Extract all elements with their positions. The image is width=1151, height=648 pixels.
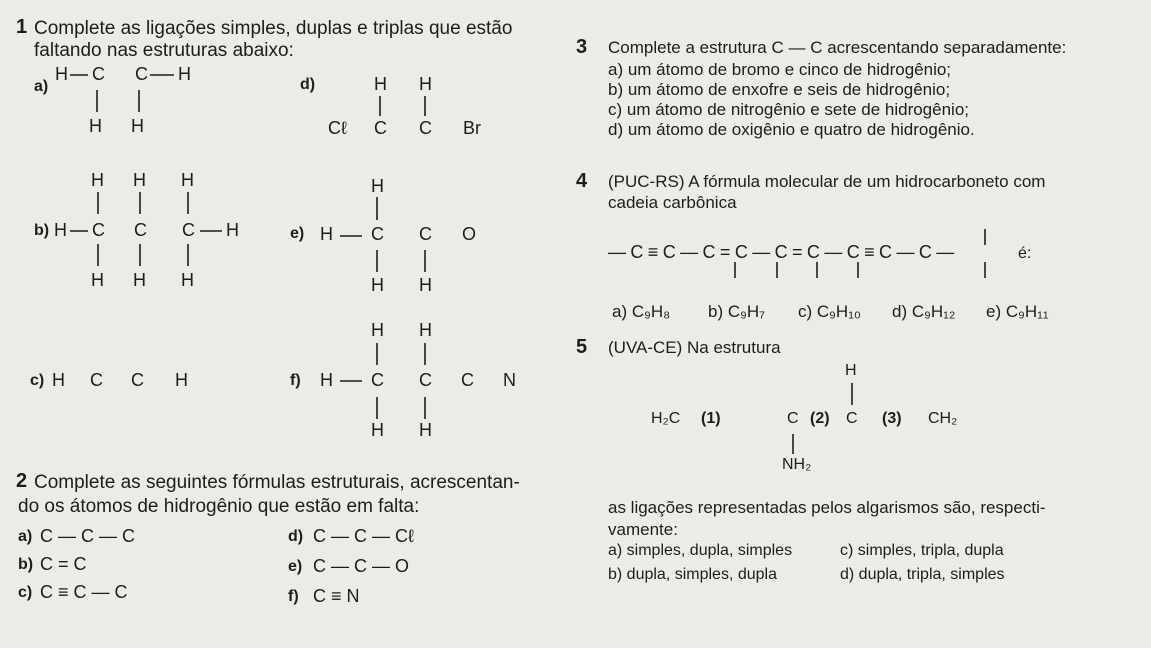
- q5-intro: (UVA-CE) Na estrutura: [608, 338, 781, 357]
- q2-number: 2: [16, 470, 28, 492]
- q4-opt-e-formula: C₉H₁₁: [1005, 302, 1049, 321]
- q1a-atom-c2: C: [135, 64, 148, 84]
- q1f-atom-c1: C: [371, 370, 384, 390]
- q4-opt-c: [798, 302, 861, 322]
- q1f-atom-h-left: H: [320, 370, 333, 390]
- q1f-label: f): [290, 372, 301, 389]
- q1-line2: faltando nas estruturas abaixo:: [34, 40, 294, 61]
- q1f-atom-h-bot1: H: [371, 420, 384, 440]
- q2a-label: a): [18, 528, 33, 545]
- q1b-atom-c3: C: [182, 220, 195, 240]
- q2b-formula: C = C: [40, 554, 87, 574]
- q1a-atom-h3: H: [89, 116, 102, 136]
- q4-opt-c-label: c): [798, 302, 813, 321]
- q5-opt-b: b) dupla, simples, dupla: [608, 566, 777, 583]
- q5-bond-2: (2): [810, 410, 830, 427]
- q1b-atom-h-top1: H: [91, 170, 104, 190]
- q5-opt-a: a) simples, dupla, simples: [608, 542, 793, 559]
- q1f-atom-c2: C: [419, 370, 432, 390]
- q5-opt-c: c) simples, tripla, dupla: [840, 542, 1004, 559]
- q1d-atom-cl: Cℓ: [328, 118, 347, 138]
- q2f-formula: C ≡ N: [313, 586, 360, 606]
- q1e-atom-h-top: H: [371, 176, 384, 196]
- q5-question-line2: vamente:: [608, 520, 678, 539]
- q5-h2c: H₂C: [651, 410, 681, 427]
- q1b-atom-h-bot2: H: [133, 270, 146, 290]
- q5-number: 5: [576, 336, 588, 358]
- q2d-formula: C — C — Cℓ: [313, 526, 414, 546]
- q1a-label: a): [34, 78, 49, 95]
- q4-chain: — C ≡ C — C = C — C = C — C ≡ C — C —: [608, 242, 954, 262]
- q4-opt-a-label: a): [612, 302, 628, 321]
- q1f-atom-h-bot2: H: [419, 420, 432, 440]
- q5-atom-h: H: [845, 362, 857, 379]
- q1d-atom-br: Br: [463, 118, 481, 138]
- q2d-label: d): [288, 528, 304, 545]
- q1d-label: d): [300, 76, 316, 93]
- q2-line2: do os átomos de hidrogênio que estão em falta:: [18, 496, 420, 517]
- q3-item-a: a) um átomo de bromo e cinco de hidrogênio;: [608, 60, 952, 79]
- q1a-atom-h1: H: [55, 64, 68, 84]
- q5-atom-c1: C: [787, 410, 799, 427]
- q1b-atom-h-bot1: H: [91, 270, 104, 290]
- q1a-atom-h2: H: [178, 64, 191, 84]
- q1c-atom-c2: C: [131, 370, 144, 390]
- q4-line2: cadeia carbônica: [608, 193, 737, 212]
- q4-opt-a-formula: C₉H₈: [631, 302, 671, 321]
- q4-opt-e-label: e): [986, 302, 1002, 321]
- q5-ch2: CH₂: [928, 410, 958, 427]
- q1c-atom-c1: C: [90, 370, 103, 390]
- q5-bond-3: (3): [882, 410, 902, 427]
- q4-opt-b: [708, 302, 765, 322]
- q5-bond-1: (1): [701, 410, 721, 427]
- q2a-formula: C — C — C: [40, 526, 136, 546]
- q4-opt-d: [892, 302, 956, 322]
- q4-opt-e: [986, 302, 1049, 322]
- q4-opt-a: [612, 302, 670, 322]
- q1c-label: c): [30, 372, 45, 389]
- q1b-atom-c1: C: [92, 220, 105, 240]
- q1e-atom-c2: C: [419, 224, 432, 244]
- q4-number: 4: [576, 170, 588, 192]
- q1c-atom-h2: H: [175, 370, 188, 390]
- q1f-atom-c3: C: [461, 370, 474, 390]
- q1d-atom-c1: C: [374, 118, 387, 138]
- q4-opt-c-formula: C₉H₁₀: [816, 302, 861, 321]
- q2c-formula: C ≡ C — C: [40, 582, 128, 602]
- q2e-formula: C — C — O: [313, 556, 410, 576]
- q1b-atom-h-bot3: H: [181, 270, 194, 290]
- q1e-atom-h-bot1: H: [371, 275, 384, 295]
- q1e-atom-h-bot2: H: [419, 275, 432, 295]
- q1a-atom-h4: H: [131, 116, 144, 136]
- q3-item-d: d) um átomo de oxigênio e quatro de hidrogênio.: [608, 120, 975, 139]
- q1d-atom-h1: H: [374, 74, 387, 94]
- q4-line1: (PUC-RS) A fórmula molecular de um hidrocarboneto com: [608, 172, 1046, 191]
- q1e-atom-o: O: [462, 224, 477, 244]
- q1b-atom-h-top2: H: [133, 170, 146, 190]
- q1f-atom-h-top1: H: [371, 320, 384, 340]
- q4-opt-b-formula: C₉H₇: [727, 302, 765, 321]
- q2e-label: e): [288, 558, 303, 575]
- q1b-atom-h-right: H: [226, 220, 239, 240]
- q1e-label: e): [290, 225, 305, 242]
- q3-item-b: b) um átomo de enxofre e seis de hidrogênio;: [608, 80, 951, 99]
- q1f-atom-n: N: [503, 370, 516, 390]
- q4-opt-d-label: d): [892, 302, 908, 321]
- q5-opt-d: d) dupla, tripla, simples: [840, 566, 1005, 583]
- q1a-atom-c1: C: [92, 64, 105, 84]
- q1d-atom-c2: C: [419, 118, 432, 138]
- q3-number: 3: [576, 36, 588, 58]
- q1-line1: Complete as ligações simples, duplas e triplas que estão: [34, 18, 513, 39]
- q1b-atom-h-top3: H: [181, 170, 194, 190]
- q2c-label: c): [18, 584, 33, 601]
- q1c-atom-h1: H: [52, 370, 65, 390]
- q1f-atom-h-top2: H: [419, 320, 432, 340]
- q5-question-line1: as ligações representadas pelos algarismos são, respecti-: [608, 498, 1046, 517]
- q4-opt-d-formula: C₉H₁₂: [911, 302, 956, 321]
- q2b-label: b): [18, 556, 34, 573]
- q1e-atom-c1: C: [371, 224, 384, 244]
- q1e-atom-h-left: H: [320, 224, 333, 244]
- q1-number: 1: [16, 16, 28, 38]
- q1b-label: b): [34, 222, 50, 239]
- q4-opt-b-label: b): [708, 302, 724, 321]
- q3-intro: Complete a estrutura C — C acrescentando separadamente:: [608, 38, 1067, 57]
- q1b-atom-c2: C: [134, 220, 147, 240]
- q4-chain-end: é:: [1018, 245, 1032, 262]
- q2-line1: Complete as seguintes fórmulas estruturais, acrescentan-: [34, 472, 520, 493]
- q1d-atom-h2: H: [419, 74, 432, 94]
- q5-atom-c2: C: [846, 410, 858, 427]
- q2f-label: f): [288, 588, 299, 605]
- q3-item-c: c) um átomo de nitrogênio e sete de hidrogênio;: [608, 100, 970, 119]
- q1b-atom-h-left: H: [54, 220, 67, 240]
- q5-nh2: NH₂: [782, 456, 812, 473]
